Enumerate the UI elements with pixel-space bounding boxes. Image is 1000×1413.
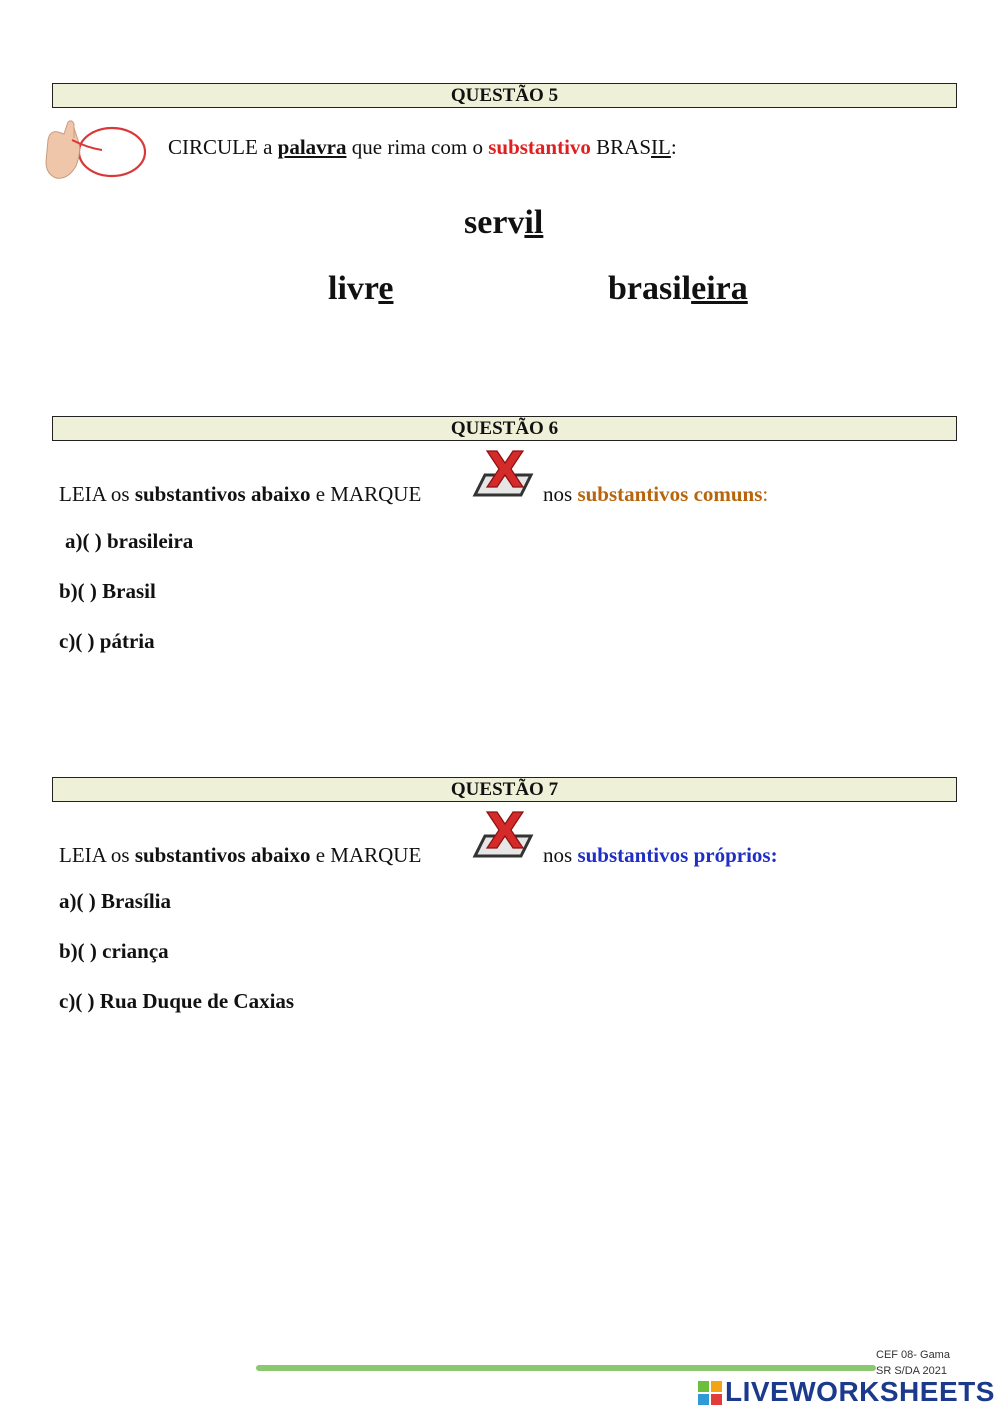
instr-text: :	[670, 135, 677, 159]
word-stem: serv	[464, 204, 525, 241]
liveworksheets-brand[interactable]: LIVEWORKSHEETS	[725, 1376, 995, 1407]
instr-text: BRAS	[590, 135, 652, 159]
instr-text: que rima com o	[346, 135, 489, 159]
instr-text: CIRCULE a	[168, 135, 278, 159]
question-6-instruction	[59, 482, 421, 507]
question-5-header: QUESTÃO 5	[52, 83, 957, 108]
word-livre[interactable]	[328, 270, 393, 308]
option-a-brasilia[interactable]: a)( ) Brasília	[59, 889, 171, 913]
question-6-instruction-tail	[543, 482, 768, 507]
liveworksheets-logo-icon	[698, 1381, 722, 1405]
instr-substantivo: substantivo	[488, 135, 591, 159]
instr-bold: substantivos abaixo	[134, 843, 311, 867]
instr-substantivos-comuns: substantivos comuns	[577, 482, 763, 506]
option-b-brasil[interactable]: b)( ) Brasil	[59, 579, 156, 603]
word-servil[interactable]	[464, 204, 543, 242]
question-7-instruction-tail	[543, 843, 778, 868]
instr-colon: :	[762, 482, 769, 506]
instr-palavra: palavra	[277, 135, 347, 159]
question-6-header: QUESTÃO 6	[52, 416, 957, 441]
word-stem: brasil	[608, 270, 692, 307]
footer-green-bar	[256, 1365, 876, 1371]
instr-text: LEIA os	[59, 843, 135, 867]
question-5-instruction	[168, 135, 677, 160]
question-7-instruction	[59, 843, 421, 868]
instr-text: LEIA os	[59, 482, 135, 506]
instr-text: nos	[543, 482, 578, 506]
instr-substantivos-proprios: substantivos próprios:	[577, 843, 778, 867]
footer-date: SR S/DA 2021	[876, 1365, 947, 1377]
checkbox-x-icon	[471, 808, 535, 862]
checkbox-x-icon	[471, 447, 535, 501]
option-c-rua-duque-de-caxias[interactable]: c)( ) Rua Duque de Caxias	[59, 989, 295, 1013]
word-stem: livr	[328, 270, 379, 307]
option-c-patria[interactable]: c)( ) pátria	[59, 629, 155, 653]
footer-school: CEF 08- Gama	[876, 1349, 950, 1361]
word-ending: il	[524, 204, 544, 241]
instr-text: e MARQUE	[310, 843, 422, 867]
instr-brasil-ending: IL	[651, 135, 671, 159]
word-brasileira[interactable]	[608, 270, 748, 308]
word-ending: e	[378, 270, 394, 307]
option-b-crianca[interactable]: b)( ) criança	[59, 939, 169, 963]
option-a-brasileira[interactable]: a)( ) brasileira	[65, 529, 194, 553]
instr-text: nos	[543, 843, 578, 867]
question-7-header: QUESTÃO 7	[52, 777, 957, 802]
instr-bold: substantivos abaixo	[134, 482, 311, 506]
hand-circle-icon	[42, 120, 148, 182]
word-ending: eira	[691, 270, 748, 307]
instr-text: e MARQUE	[310, 482, 422, 506]
